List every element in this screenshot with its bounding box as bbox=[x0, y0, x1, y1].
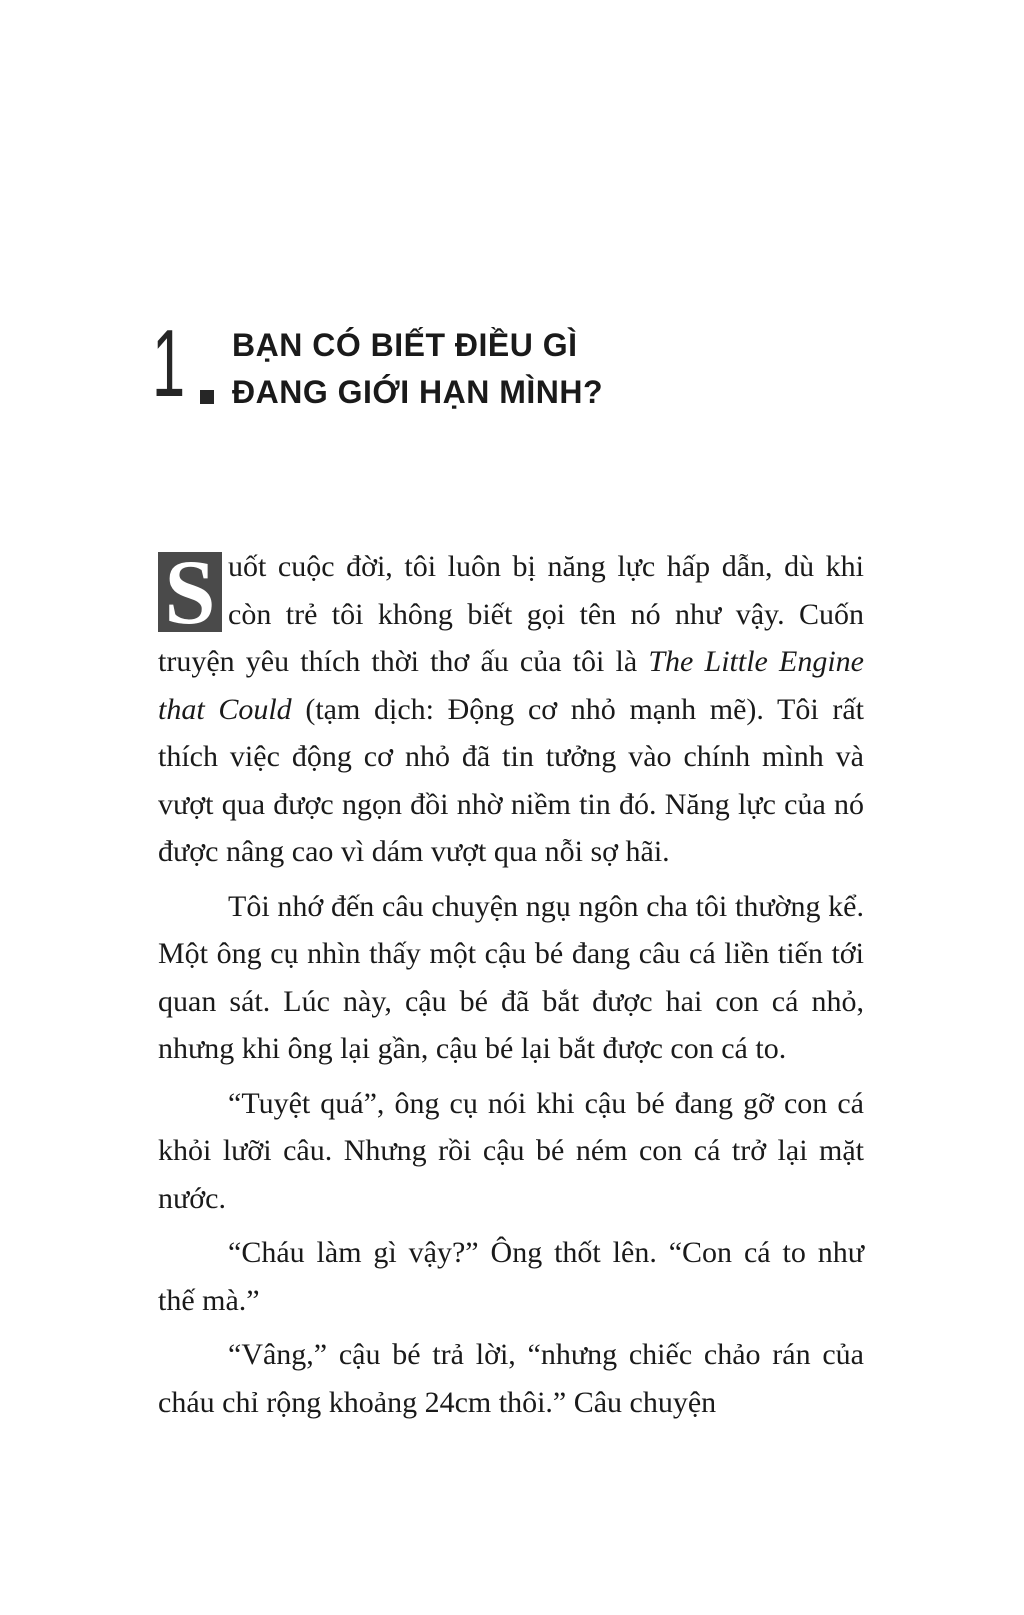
chapter-number-dot bbox=[200, 390, 214, 404]
chapter-heading bbox=[152, 310, 603, 417]
chapter-title bbox=[232, 322, 603, 416]
chapter-title-line-2: ĐANG GIỚI HẠN MÌNH? bbox=[232, 374, 603, 410]
drop-cap: S bbox=[158, 552, 222, 632]
paragraph-4: “Cháu làm gì vậy?” Ông thốt lên. “Con cá to như thế mà.” bbox=[158, 1236, 864, 1317]
chapter-number: 1 bbox=[152, 310, 184, 417]
chapter-title-line-1: BẠN CÓ BIẾT ĐIỀU GÌ bbox=[232, 327, 578, 363]
paragraph-3: “Tuyệt quá”, ông cụ nói khi cậu bé đang gỡ con cá khỏi lưỡi câu. Nhưng rồi cậu bé ném con cá trở lại mặt nước. bbox=[158, 1086, 864, 1215]
paragraph-1-text-a: uốt cuộc đời, tôi luôn bị năng lực hấp dẫn, dù khi còn trẻ tôi không biết gọi tên nó như vậy. Cuốn truyện yêu thích thời thơ ấu của tôi là bbox=[158, 550, 864, 678]
body-text bbox=[158, 543, 864, 1433]
paragraph-2: Tôi nhớ đến câu chuyện ngụ ngôn cha tôi thường kể. Một ông cụ nhìn thấy một cậu bé đang câu cá liền tiến tới quan sát. Lúc này, cậu bé đã bắt được hai con cá nhỏ, nhưng khi ông lại gần, cậu bé lại bắt được con cá to. bbox=[158, 889, 864, 1065]
paragraph-5: “Vâng,” cậu bé trả lời, “nhưng chiếc chảo rán của cháu chỉ rộng khoảng 24cm thôi.” Câu chuyện bbox=[158, 1338, 864, 1419]
paragraph-1-text-b: (tạm dịch: Động cơ nhỏ mạnh mẽ). Tôi rất thích việc động cơ nhỏ đã tin tưởng vào chính mình và vượt qua được ngọn đồi nhờ niềm tin đó. Năng lực của nó được nâng cao vì dám vượt qua nỗi sợ hãi. bbox=[158, 692, 865, 868]
book-title: The Little Engine that Could bbox=[158, 645, 864, 726]
paragraph-1 bbox=[158, 543, 864, 876]
